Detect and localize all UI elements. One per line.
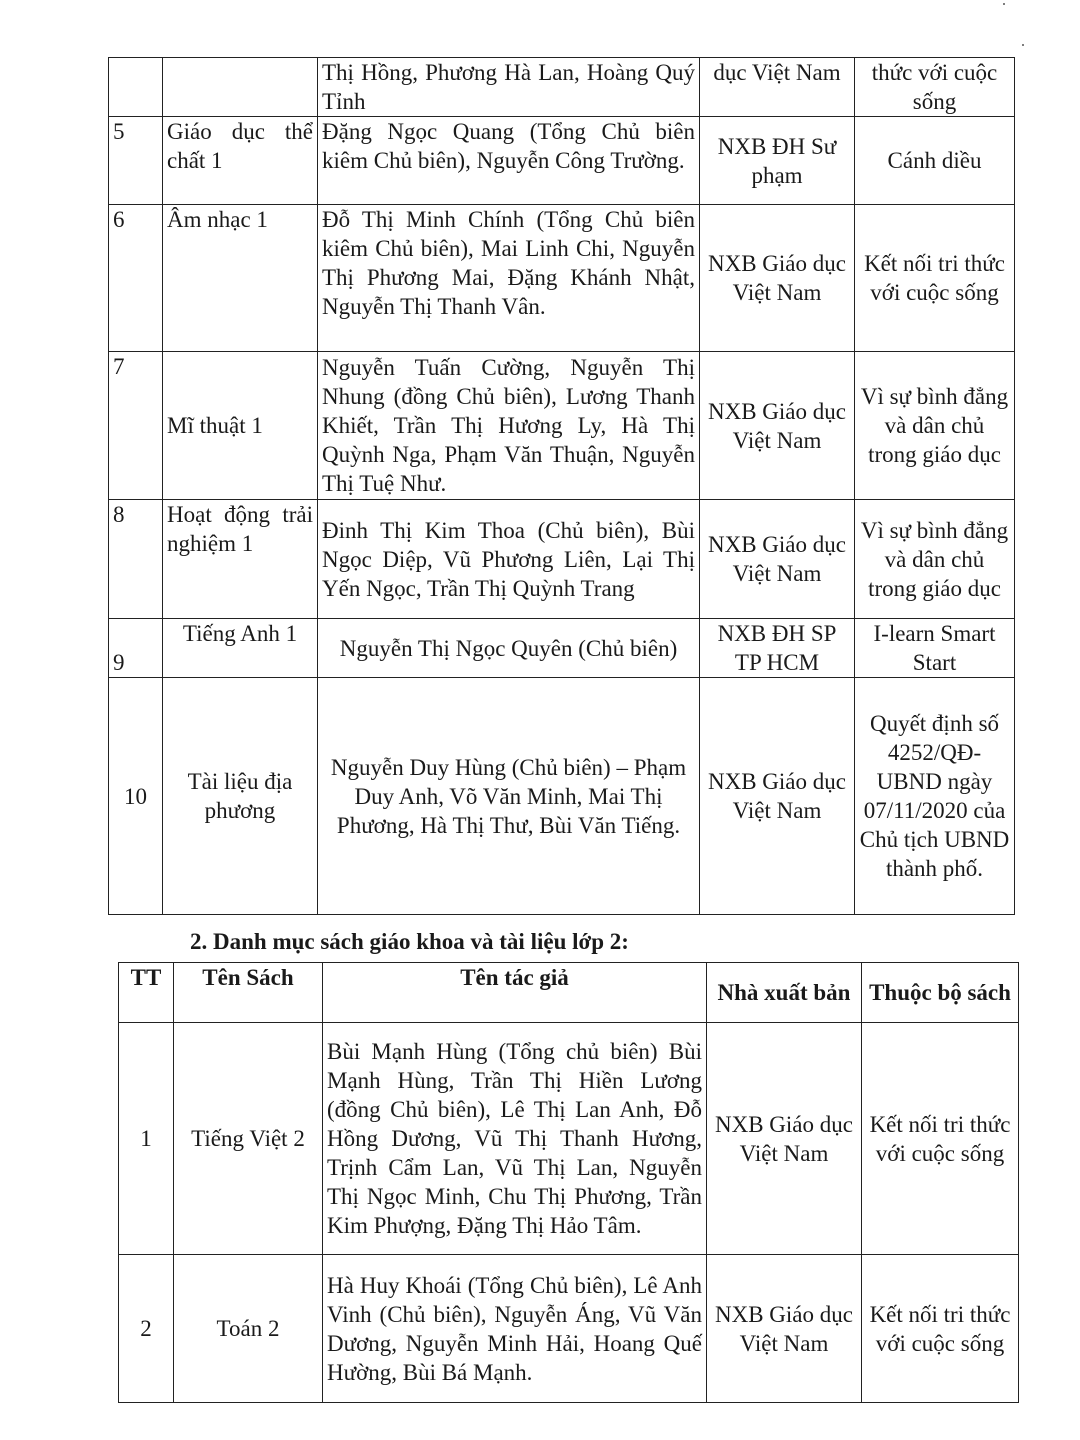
publisher-cell: NXB Giáo dục Việt Nam bbox=[700, 205, 855, 352]
series-cell: thức với cuộc sống bbox=[855, 58, 1015, 117]
scan-speck bbox=[1003, 3, 1005, 5]
authors-cell: Nguyễn Thị Ngọc Quyên (Chủ biên) bbox=[318, 619, 700, 678]
series-cell: Kết nối tri thức với cuộc sống bbox=[862, 1255, 1019, 1403]
table-row bbox=[109, 500, 1015, 619]
book-name-cell: Giáo dục thể chất 1 bbox=[163, 117, 318, 205]
book-name-cell: Hoạt động trải nghiệm 1 bbox=[163, 500, 318, 619]
scan-speck bbox=[1022, 44, 1024, 46]
table-row bbox=[119, 1255, 1019, 1403]
table-header-row bbox=[119, 963, 1019, 1023]
table-row bbox=[109, 205, 1015, 352]
tt-cell bbox=[109, 58, 163, 117]
textbook-table-grade-1 bbox=[108, 57, 1015, 915]
header-publisher: Nhà xuất bản bbox=[707, 963, 862, 1023]
series-cell: Vì sự bình đẳng và dân chủ trong giáo dục bbox=[855, 352, 1015, 500]
header-series: Thuộc bộ sách bbox=[862, 963, 1019, 1023]
header-authors: Tên tác giả bbox=[323, 963, 707, 1023]
book-name-cell bbox=[163, 58, 318, 117]
table-row bbox=[109, 58, 1015, 117]
series-cell: Cánh diều bbox=[855, 117, 1015, 205]
table-row bbox=[109, 619, 1015, 678]
publisher-cell: NXB Giáo dục Việt Nam bbox=[707, 1255, 862, 1403]
tt-cell: 8 bbox=[109, 500, 163, 619]
publisher-cell: NXB Giáo dục Việt Nam bbox=[700, 500, 855, 619]
series-cell: Kết nối tri thức với cuộc sống bbox=[855, 205, 1015, 352]
authors-cell: Nguyễn Tuấn Cường, Nguyễn Thị Nhung (đồng Chủ biên), Lương Thanh Khiết, Trần Thị Hương Ly, Hà Thị Quỳnh Nga, Phạm Văn Thuận, Nguyễn Thị Tuệ Như. bbox=[318, 352, 700, 500]
authors-cell: Thị Hồng, Phương Hà Lan, Hoàng Quý Tỉnh bbox=[318, 58, 700, 117]
publisher-cell: dục Việt Nam bbox=[700, 58, 855, 117]
header-tt: TT bbox=[119, 963, 174, 1023]
publisher-cell: NXB Giáo dục Việt Nam bbox=[700, 678, 855, 915]
table-row bbox=[119, 1023, 1019, 1255]
authors-cell: Đặng Ngọc Quang (Tổng Chủ biên kiêm Chủ biên), Nguyễn Công Trường. bbox=[318, 117, 700, 205]
header-book-name: Tên Sách bbox=[174, 963, 323, 1023]
tt-cell: 9 bbox=[109, 619, 163, 678]
book-name-cell: Tiếng Việt 2 bbox=[174, 1023, 323, 1255]
tt-cell: 7 bbox=[109, 352, 163, 500]
publisher-cell: NXB ĐH Sư phạm bbox=[700, 117, 855, 205]
textbook-table-grade-2 bbox=[118, 962, 1019, 1403]
tt-cell: 5 bbox=[109, 117, 163, 205]
book-name-cell: Tiếng Anh 1 bbox=[163, 619, 318, 678]
publisher-cell: NXB ĐH SP TP HCM bbox=[700, 619, 855, 678]
table-row bbox=[109, 117, 1015, 205]
tt-cell: 6 bbox=[109, 205, 163, 352]
authors-cell: Đỗ Thị Minh Chính (Tổng Chủ biên kiêm Chủ biên), Mai Linh Chi, Nguyễn Thị Phương Mai, Đặng Khánh Nhật, Nguyễn Thị Thanh Vân. bbox=[318, 205, 700, 352]
publisher-cell: NXB Giáo dục Việt Nam bbox=[700, 352, 855, 500]
series-cell: Quyết định số 4252/QĐ-UBND ngày 07/11/2020 của Chủ tịch UBND thành phố. bbox=[855, 678, 1015, 915]
book-name-cell: Toán 2 bbox=[174, 1255, 323, 1403]
book-name-cell: Âm nhạc 1 bbox=[163, 205, 318, 352]
publisher-cell: NXB Giáo dục Việt Nam bbox=[707, 1023, 862, 1255]
tt-cell: 10 bbox=[109, 678, 163, 915]
series-cell: Vì sự bình đẳng và dân chủ trong giáo dục bbox=[855, 500, 1015, 619]
book-name-cell: Tài liệu địa phương bbox=[163, 678, 318, 915]
table-row bbox=[109, 678, 1015, 915]
series-cell: Kết nối tri thức với cuộc sống bbox=[862, 1023, 1019, 1255]
authors-cell: Nguyễn Duy Hùng (Chủ biên) – Phạm Duy Anh, Võ Văn Minh, Mai Thị Phương, Hà Thị Thư, Bùi Văn Tiếng. bbox=[318, 678, 700, 915]
authors-cell: Bùi Mạnh Hùng (Tổng chủ biên) Bùi Mạnh Hùng, Trần Thị Hiền Lương (đồng Chủ biên), Lê Thị Lan Anh, Đỗ Hồng Dương, Vũ Thị Thanh Hương, Trịnh Cẩm Lan, Vũ Thị Lan, Nguyễn Thị Ngọc Minh, Chu Thị Phương, Trần Kim Phượng, Đặng Thị Hảo Tâm. bbox=[323, 1023, 707, 1255]
tt-cell: 1 bbox=[119, 1023, 174, 1255]
book-name-cell: Mĩ thuật 1 bbox=[163, 352, 318, 500]
authors-cell: Hà Huy Khoái (Tổng Chủ biên), Lê Anh Vinh (Chủ biên), Nguyễn Áng, Vũ Văn Dương, Nguyễn Minh Hải, Hoang Quế Hường, Bùi Bá Mạnh. bbox=[323, 1255, 707, 1403]
authors-cell: Đinh Thị Kim Thoa (Chủ biên), Bùi Ngọc Diệp, Vũ Phương Liên, Lại Thị Yến Ngọc, Trần Thị Quỳnh Trang bbox=[318, 500, 700, 619]
series-cell: I-learn Smart Start bbox=[855, 619, 1015, 678]
tt-cell: 2 bbox=[119, 1255, 174, 1403]
section-heading: 2. Danh mục sách giáo khoa và tài liệu lớp 2: bbox=[190, 929, 629, 954]
table-row bbox=[109, 352, 1015, 500]
